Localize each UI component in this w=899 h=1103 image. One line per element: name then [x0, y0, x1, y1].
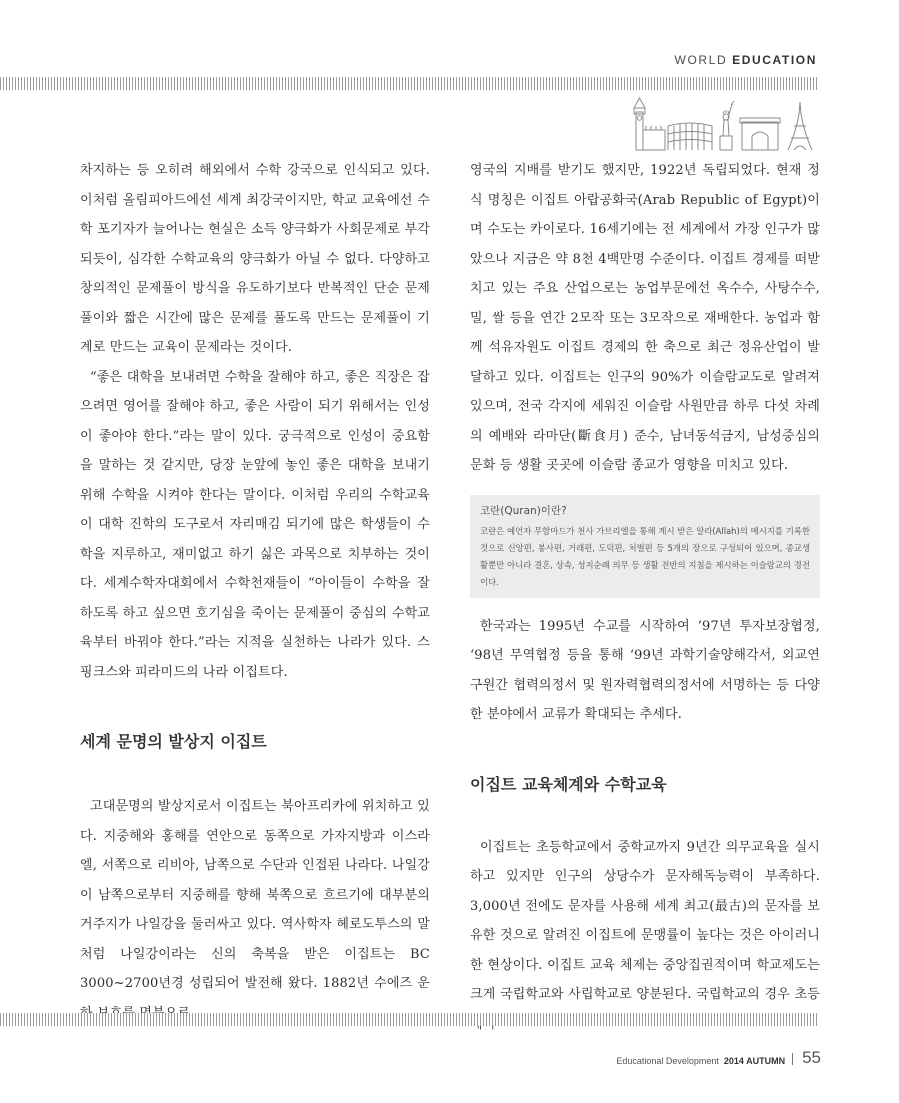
magazine-title: Educational Development	[616, 1056, 719, 1066]
issue-label: 2014 AUTUMN	[723, 1056, 786, 1066]
footer-divider	[792, 1053, 793, 1065]
top-stripe-divider	[0, 77, 819, 90]
section-label-education: EDUCATION	[732, 53, 817, 67]
right-column	[470, 156, 820, 1039]
info-box-body: 코란은 예언자 무함마드가 천사 가브리엘을 통해 계시 받은 알라(Allah)의 메시지를 기록한 것으로 신앙편, 봉사편, 거래편, 도덕편, 처벌편 등 5개의 장으로 구성되어 있으며, 종교생활뿐만 아니라 결혼, 상속, 성지순례 의무 등 생활 전반의 지침을 제시하는 이슬람교의 경전이다.	[480, 525, 810, 587]
body-paragraph: 한국과는 1995년 수교를 시작하여 ‘97년 투자보장협정, ‘98년 무역협정 등을 통해 ‘99년 과학기술양해각서, 외교연구원간 협력의정서 및 원자력협력의정서에 서명하는 등 다양한 분야에서 교류가 확대되는 추세다.	[470, 618, 820, 722]
page-footer	[616, 1048, 821, 1066]
section-label-world: WORLD	[674, 53, 728, 67]
info-box-title: 코란(Quran)이란?	[480, 504, 567, 517]
left-column	[80, 156, 430, 1028]
landmarks-skyline-icon	[628, 96, 814, 152]
page-number: 55	[802, 1048, 821, 1067]
bottom-stripe-divider	[0, 1013, 819, 1026]
section-heading-egypt: 세계 문명의 발상지 이집트	[80, 732, 267, 751]
body-paragraph: 차지하는 등 오히려 해외에서 수학 강국으로 인식되고 있다. 이처럼 올림피아드에선 세계 최강국이지만, 학교 교육에선 수학 포기자가 늘어나는 현실은 소득 양극화가 사회문제로 부각되듯이, 심각한 수학교육의 양극화가 아닐 수 없다. 다양하고 창의적인 문제풀이 방식을 유도하기보다 반복적인 단순 문제풀이와 짧은 시간에 많은 문제를 풀도록 만드는 문제풀이 기계로 만드는 교육이 문제라는 것이다.	[80, 163, 430, 355]
quran-info-box	[470, 495, 820, 598]
body-paragraph: “좋은 대학을 보내려면 수학을 잘해야 하고, 좋은 직장은 잡으려면 영어를 잘해야 하고, 좋은 사람이 되기 위해서는 인성이 좋아야 한다.”라는 말이 있다. 궁극적으로 인성이 중요함을 말하는 것 같지만, 당장 눈앞에 놓인 좋은 대학을 보내기 위해 수학을 시켜야 한다는 말이다. 이처럼 우리의 수학교육이 대학 진학의 도구로서 자리매김 되기에 많은 학생들이 수학을 지루하고, 재미없고 하기 싫은 과목으로 치부하는 것이다. 세계수학자대회에서 수학천재들이 “아이들이 수학을 잘하도록 하고 싶으면 호기심을 죽이는 문제풀이 중심의 수학교육부터 바꿔야 한다.”라는 지적을 실천하는 나라가 있다. 스핑크스와 피라미드의 나라 이집트다.	[80, 369, 430, 680]
body-paragraph: 이집트는 초등학교에서 중학교까지 9년간 의무교육을 실시하고 있지만 인구의 상당수가 문자해독능력이 부족하다. 3,000년 전에도 문자를 사용해 세계 최고(最古)의 문자를 보유한 것으로 알려진 이집트에 문맹률이 높다는 것은 아이러니한 현상이다. 이집트 교육 체제는 중앙집권적이며 학교제도는 크게 국립학교와 사립학교로 양분된다. 국립학교의 경우 초등	[470, 839, 820, 1002]
body-paragraph: 고대문명의 발상지로서 이집트는 북아프리카에 위치하고 있다. 지중해와 홍해를 연안으로 동쪽으로 가자지방과 이스라엘, 서쪽으로 리비아, 남쪽으로 수단과 인접된 나라다. 나일강이 남쪽으로부터 지중해를 향해 북쪽으로 흐르기에 대부분의 거주지가 나일강을 둘러싸고 있다. 역사학자 헤로도투스의 말처럼 나일강이라는 신의 축복을 받은 이집트는 BC 3000~2700년경 성립되어 발전해 왔다. 1882년 수에즈 운	[80, 799, 430, 991]
section-label	[675, 53, 817, 67]
section-heading-education-system: 이집트 교육체계와 수학교육	[470, 774, 667, 794]
body-paragraph: 영국의 지배를 받기도 했지만, 1922년 독립되었다. 현재 정식 명칭은 이집트 아랍공화국(Arab Republic of Egypt)이며 수도는 카이로다. 16세기에는 전 세계에서 가장 인구가 많았으나 지금은 약 8천 4백만명 수준이다. 이집트 경제를 떠받치고 있는 주요 산업으로는 농업부문에선 옥수수, 사탕수수, 밀, 쌀 등을 연간 2모작 또는 3모작으로 재배한다. 농업과 함께 석유자원도 이집트 경제의 한 축으로 최근 정유산업이 발달하고 있다. 이집트는 인구의 90%가 이슬람교도로 알려져 있으며, 전국 각지에 세워진 이슬람 사원만큼 하루 다섯 차례의 예배와 라마단(斷食月) 준수, 남녀동석금지, 남성중심의 문화 등 생활 곳곳에 이슬람 종교가 영향을 미치고 있다.	[470, 163, 820, 473]
